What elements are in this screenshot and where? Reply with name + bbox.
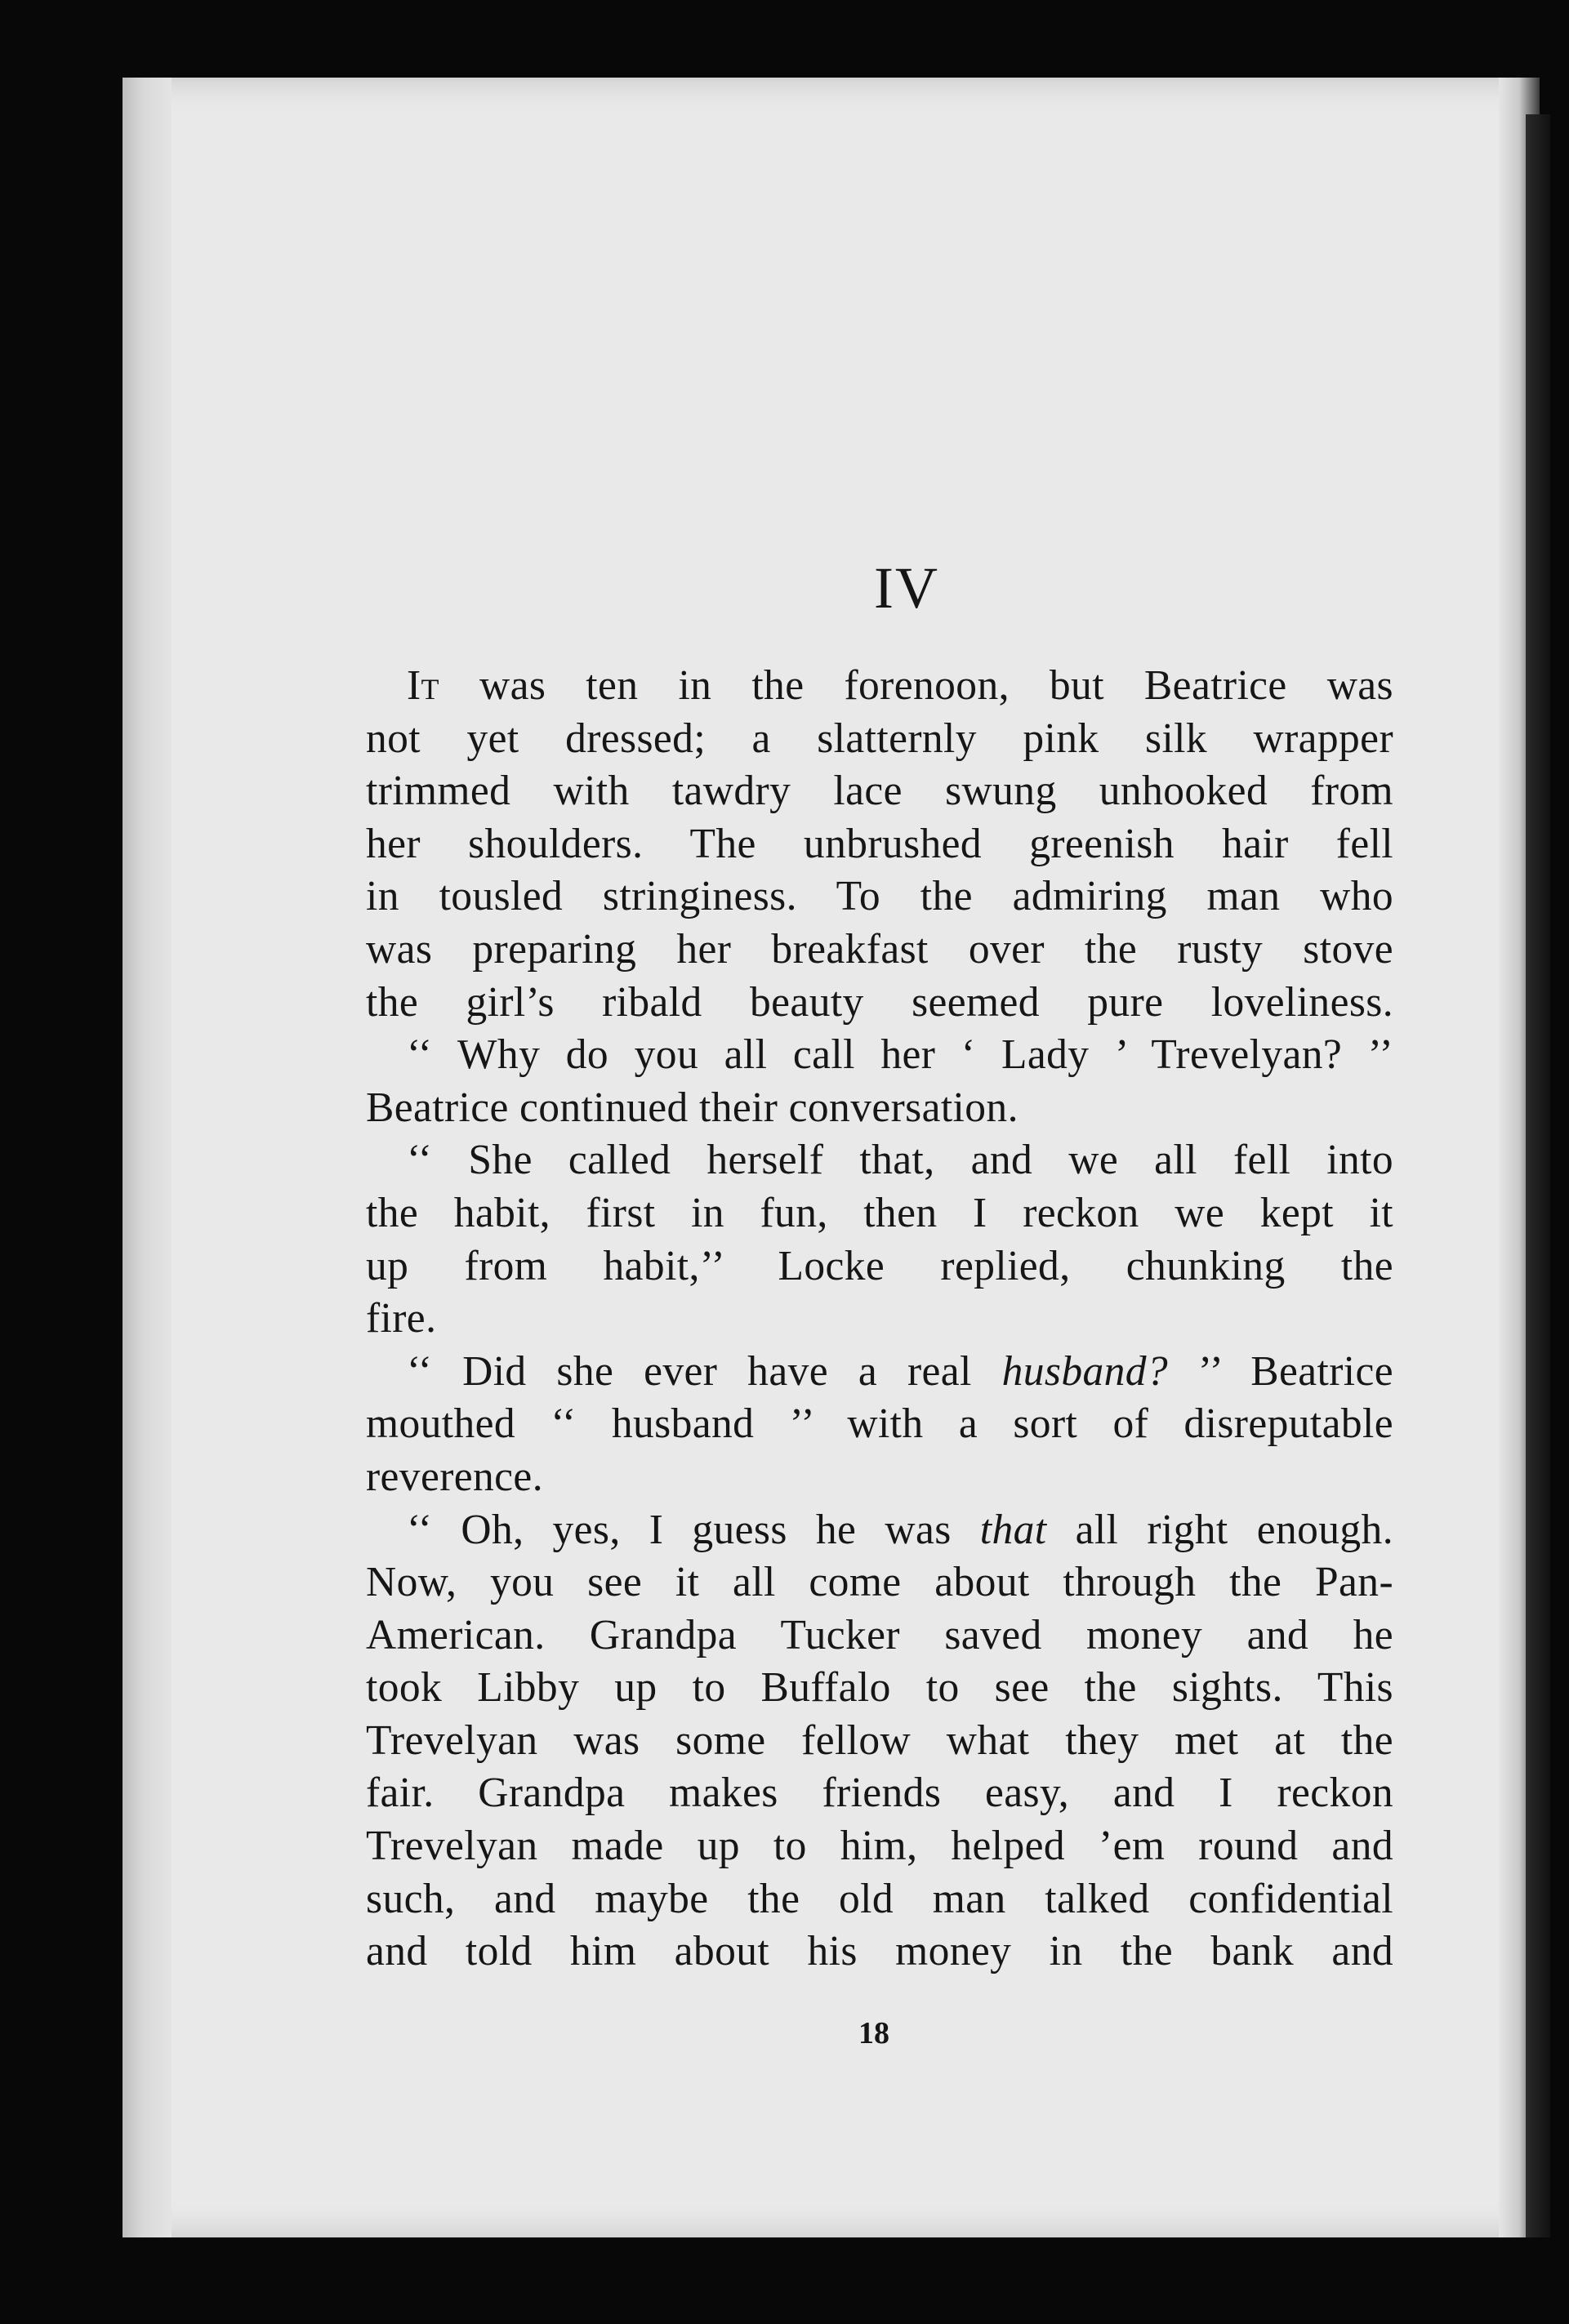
text-line: Beatrice continued their conversation. <box>366 1084 1019 1131</box>
text-line: not yet dressed; a slatternly pink silk wrapper <box>366 715 1393 762</box>
text-line: Trevelyan was some fellow what they met at the <box>366 1716 1393 1764</box>
text-line: Now, you see it all come about through the Pan- <box>366 1559 1393 1606</box>
paragraph <box>366 1346 1393 1504</box>
text-line <box>366 1346 1393 1399</box>
paragraph <box>366 1504 1393 1979</box>
text-line: fire. <box>366 1295 437 1342</box>
body-text <box>366 660 1393 1979</box>
text-line: Trevelyan made up to him, helped ’em round and <box>366 1823 1393 1870</box>
text-segment: ’’ Beatrice <box>1168 1347 1393 1395</box>
text-line: reverence. <box>366 1453 543 1500</box>
text-line <box>366 660 1393 713</box>
paragraph <box>366 1134 1393 1345</box>
text-segment: ‘‘ Oh, yes, I guess he was <box>407 1506 980 1553</box>
drop-smallcaps: It <box>407 662 439 709</box>
page-number: 18 <box>858 2016 889 2050</box>
text-line: such, and maybe the old man talked confidential <box>366 1875 1393 1922</box>
text-segment: ‘‘ Did she ever have a real <box>407 1347 1002 1395</box>
page-gutter-left <box>123 78 172 2237</box>
text-line: in tousled stringiness. To the admiring man who <box>366 873 1393 920</box>
text-line <box>366 1504 1393 1557</box>
text-line: the girl’s ribald beauty seemed pure loveliness. <box>366 978 1393 1026</box>
text-line: up from habit,’’ Locke replied, chunking the <box>366 1242 1393 1289</box>
italic-word: that <box>979 1506 1047 1553</box>
text-line: trimmed with tawdry lace swung unhooked from <box>366 768 1393 815</box>
paragraph <box>366 660 1393 1029</box>
text-line: fair. Grandpa makes friends easy, and I reckon <box>366 1770 1393 1817</box>
text-line: her shoulders. The unbrushed greenish hair fell <box>366 820 1393 867</box>
text-line: took Libby up to Buffalo to see the sights. This <box>366 1664 1393 1712</box>
paragraph <box>366 1029 1393 1134</box>
text-line: ‘‘ She called herself that, and we all fell into <box>407 1137 1393 1184</box>
chapter-heading: IV <box>874 555 939 621</box>
text-line: the habit, first in fun, then I reckon we kept it <box>366 1189 1393 1236</box>
text-line: American. Grandpa Tucker saved money and he <box>366 1611 1393 1658</box>
text-line: was preparing her breakfast over the rusty stove <box>366 925 1393 973</box>
text-line: ‘‘ Why do you all call her ‘ Lady ’ Trevelyan? ’’ <box>407 1031 1393 1079</box>
text-line: mouthed ‘‘ husband ’’ with a sort of disreputable <box>366 1400 1393 1448</box>
text-line: and told him about his money in the bank and <box>366 1928 1393 1975</box>
page-binding-shadow <box>1526 114 1550 2237</box>
text-segment: all right enough. <box>1046 1506 1393 1553</box>
italic-word: husband? <box>1001 1347 1169 1395</box>
text-line-rest: was ten in the forenoon, but Beatrice was <box>439 662 1393 709</box>
